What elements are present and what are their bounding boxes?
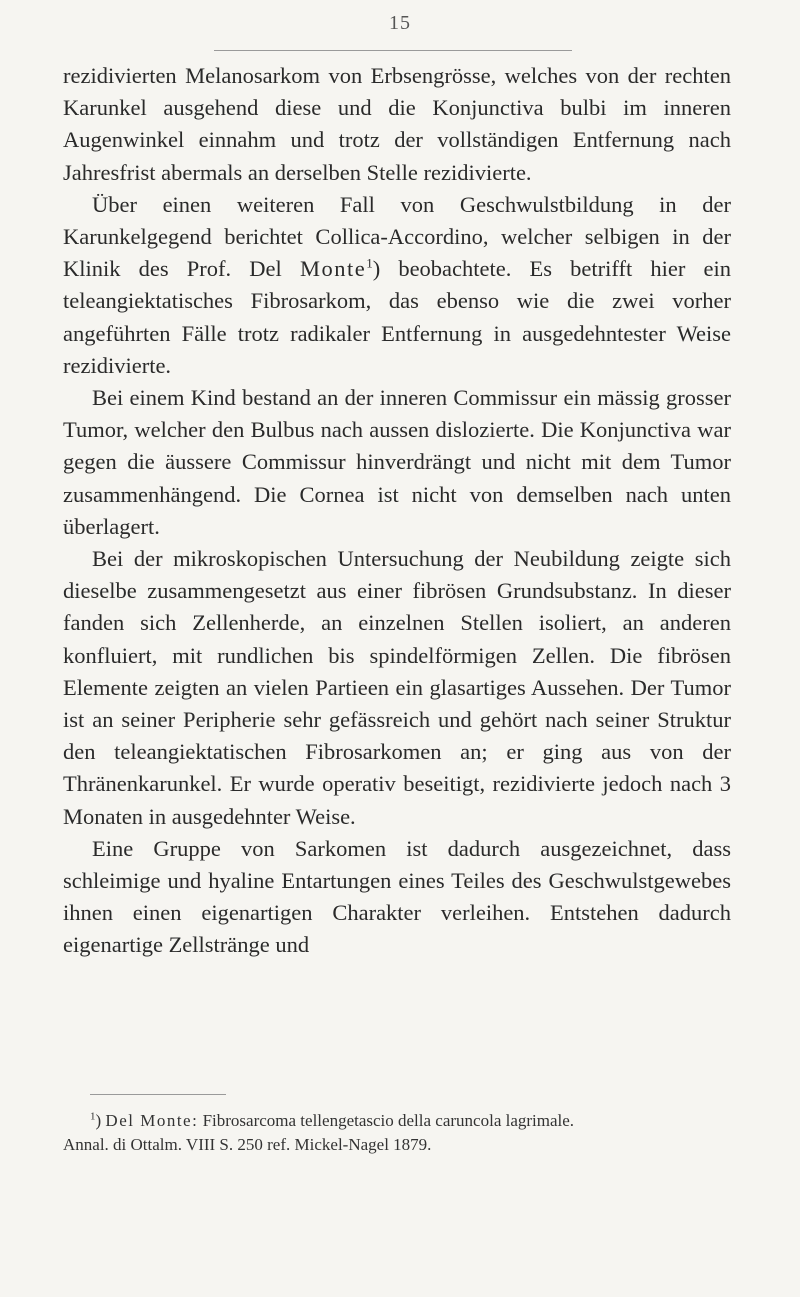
footnote-reference[interactable]: 1 bbox=[366, 255, 373, 271]
footnote-line-1: $^1$) Del Monte: Fibrosarcoma tellengetascio della caruncola lagrimale. bbox=[90, 1110, 575, 1130]
footnote-rule bbox=[90, 1094, 226, 1095]
footnote-citation: Annal. di Ottalm. VIII S. 250 ref. Mickel-Nagel 1879. bbox=[63, 1135, 432, 1154]
header-rule bbox=[214, 50, 572, 51]
author-del-monte: Monte bbox=[299, 256, 367, 282]
paragraph-5: Eine Gruppe von Sarkomen ist dadurch ausgezeichnet, dass schleimige und hyaline Entartungen eines Teiles des Geschwulstgewebes ihnen einen eigenartigen Charakter verleihen. Entstehen dadurch eigenartige Zellstränge und bbox=[63, 835, 731, 958]
paragraph-2 bbox=[63, 189, 731, 382]
paragraph-1: rezidivierten Melanosarkom von Erbsengrösse, welches von der rechten Karunkel ausgehend diese und die Konjunctiva bulbi im inneren Augenwinkel einnahm und trotz der vollständigen Entfernung nach Jahresfrist abermals an derselben Stelle rezidivierte. bbox=[63, 63, 731, 185]
paragraph-4: Bei der mikroskopischen Untersuchung der Neubildung zeigte sich dieselbe zusammengesetzt aus einer fibrösen Grundsubstanz. In dieser fanden sich Zellenherde, an einzelnen Stellen isoliert, an anderen konfluiert, mit rundlichen bis spindelförmigen Zellen. Die fibrösen Elemente zeigten an vielen Partieen ein glasartiges Aussehen. Der Tumor ist an seiner Peripherie sehr gefässreich und gehört nach seiner Struktur den teleangiektatischen Fibrosarkomen an; er ging aus von der Thränenkarunkel. Er wurde operativ beseitigt, rezidivierte jedoch nach 3 Monaten in ausgedehnter Weise. bbox=[63, 546, 731, 829]
footnote bbox=[63, 1109, 730, 1157]
paragraph-2-before: Über einen weiteren Fall von Geschwulstbildung in der Karunkelgegend berichtet Collica-Accordino, welcher selbigen in der Klinik des Prof. Del bbox=[63, 191, 731, 282]
paragraph-2-after: ) beobachtete. Es betrifft hier ein teleangiektatisches Fibrosarkom, das ebenso wie die zwei vorher angeführten Fälle trotz radikaler Entfernung in ausgedehntester Weise rezidivierte. bbox=[63, 256, 731, 378]
footnote-marker: 1 bbox=[90, 1110, 96, 1123]
page-number: 15 bbox=[389, 12, 411, 34]
body-text bbox=[63, 60, 731, 962]
footnote-title: Fibrosarcoma tellengetascio della caruncola lagrimale. bbox=[202, 1111, 575, 1130]
paragraph-3: Bei einem Kind bestand an der inneren Commissur ein mässig grosser Tumor, welcher den Bulbus nach aussen dislozierte. Die Konjunctiva war gegen die äussere Commissur hinverdrängt und nicht mit dem Tumor zusammenhängend. Die Cornea ist nicht von demselben nach unten überlagert. bbox=[63, 385, 731, 539]
footnote-author: Del Monte: bbox=[105, 1111, 199, 1130]
